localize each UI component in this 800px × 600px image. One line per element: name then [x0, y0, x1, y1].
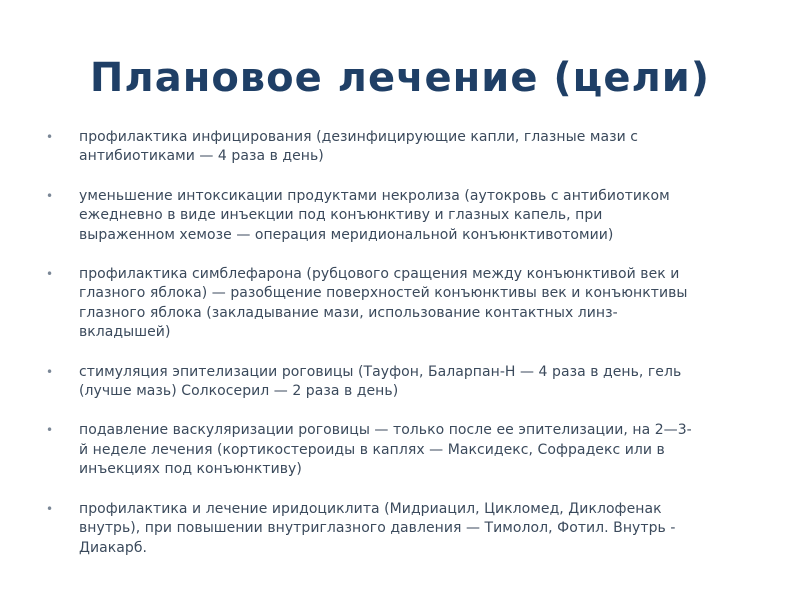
bullet-icon: •	[46, 188, 54, 203]
list-item	[46, 500, 696, 558]
bullet-icon: •	[46, 130, 54, 144]
list-item	[46, 421, 696, 479]
list-item-text: подавление васкуляризации роговицы — только после ее эпителизации, на 2—3-й неделе лечения (кортикостероиды в каплях — Максидекс, Софрадекс или в инъекциях под конъюнктиву)	[79, 422, 692, 478]
bullet-list	[46, 128, 696, 578]
list-item-text: уменьшение интоксикации продуктами некролиза (аутокровь с антибиотиком ежедневно в виде инъекции под конъюнктиву и глазных капель, при выраженном хемозе — операция меридиональной конъюнктивотомии)	[79, 187, 670, 243]
list-item	[46, 363, 696, 402]
bullet-icon: •	[46, 423, 54, 438]
list-item-text: профилактика и лечение иридоциклита (Мидриацил, Цикломед, Диклофенак внутрь), при повышении внутриглазного давления — Тимолол, Фотил. Внутрь - Диакарб.	[79, 500, 676, 556]
list-item-text: профилактика инфицирования (дезинфицирующие капли, глазные мази с антибиотиками — 4 раза в день)	[79, 129, 639, 165]
list-item	[46, 265, 696, 343]
bullet-icon: •	[46, 267, 54, 282]
bullet-icon: •	[46, 501, 54, 516]
list-item	[46, 187, 696, 245]
list-item-text: профилактика симблефарона (рубцового сращения между конъюнктивой век и глазного яблока) — разобщение поверхностей конъюнктивы век и конъюнктивы глазного яблока (закладывание мази, использование контактных линз-вкладышей)	[79, 266, 688, 341]
bullet-icon: •	[46, 364, 54, 379]
list-item-text: стимуляция эпителизации роговицы (Тауфон, Баларпан-Н — 4 раза в день, гель (лучше мазь) Солкосерил — 2 раза в день)	[79, 363, 682, 400]
slide-title: Плановое лечение (цели)	[89, 55, 711, 101]
list-item	[46, 128, 696, 167]
